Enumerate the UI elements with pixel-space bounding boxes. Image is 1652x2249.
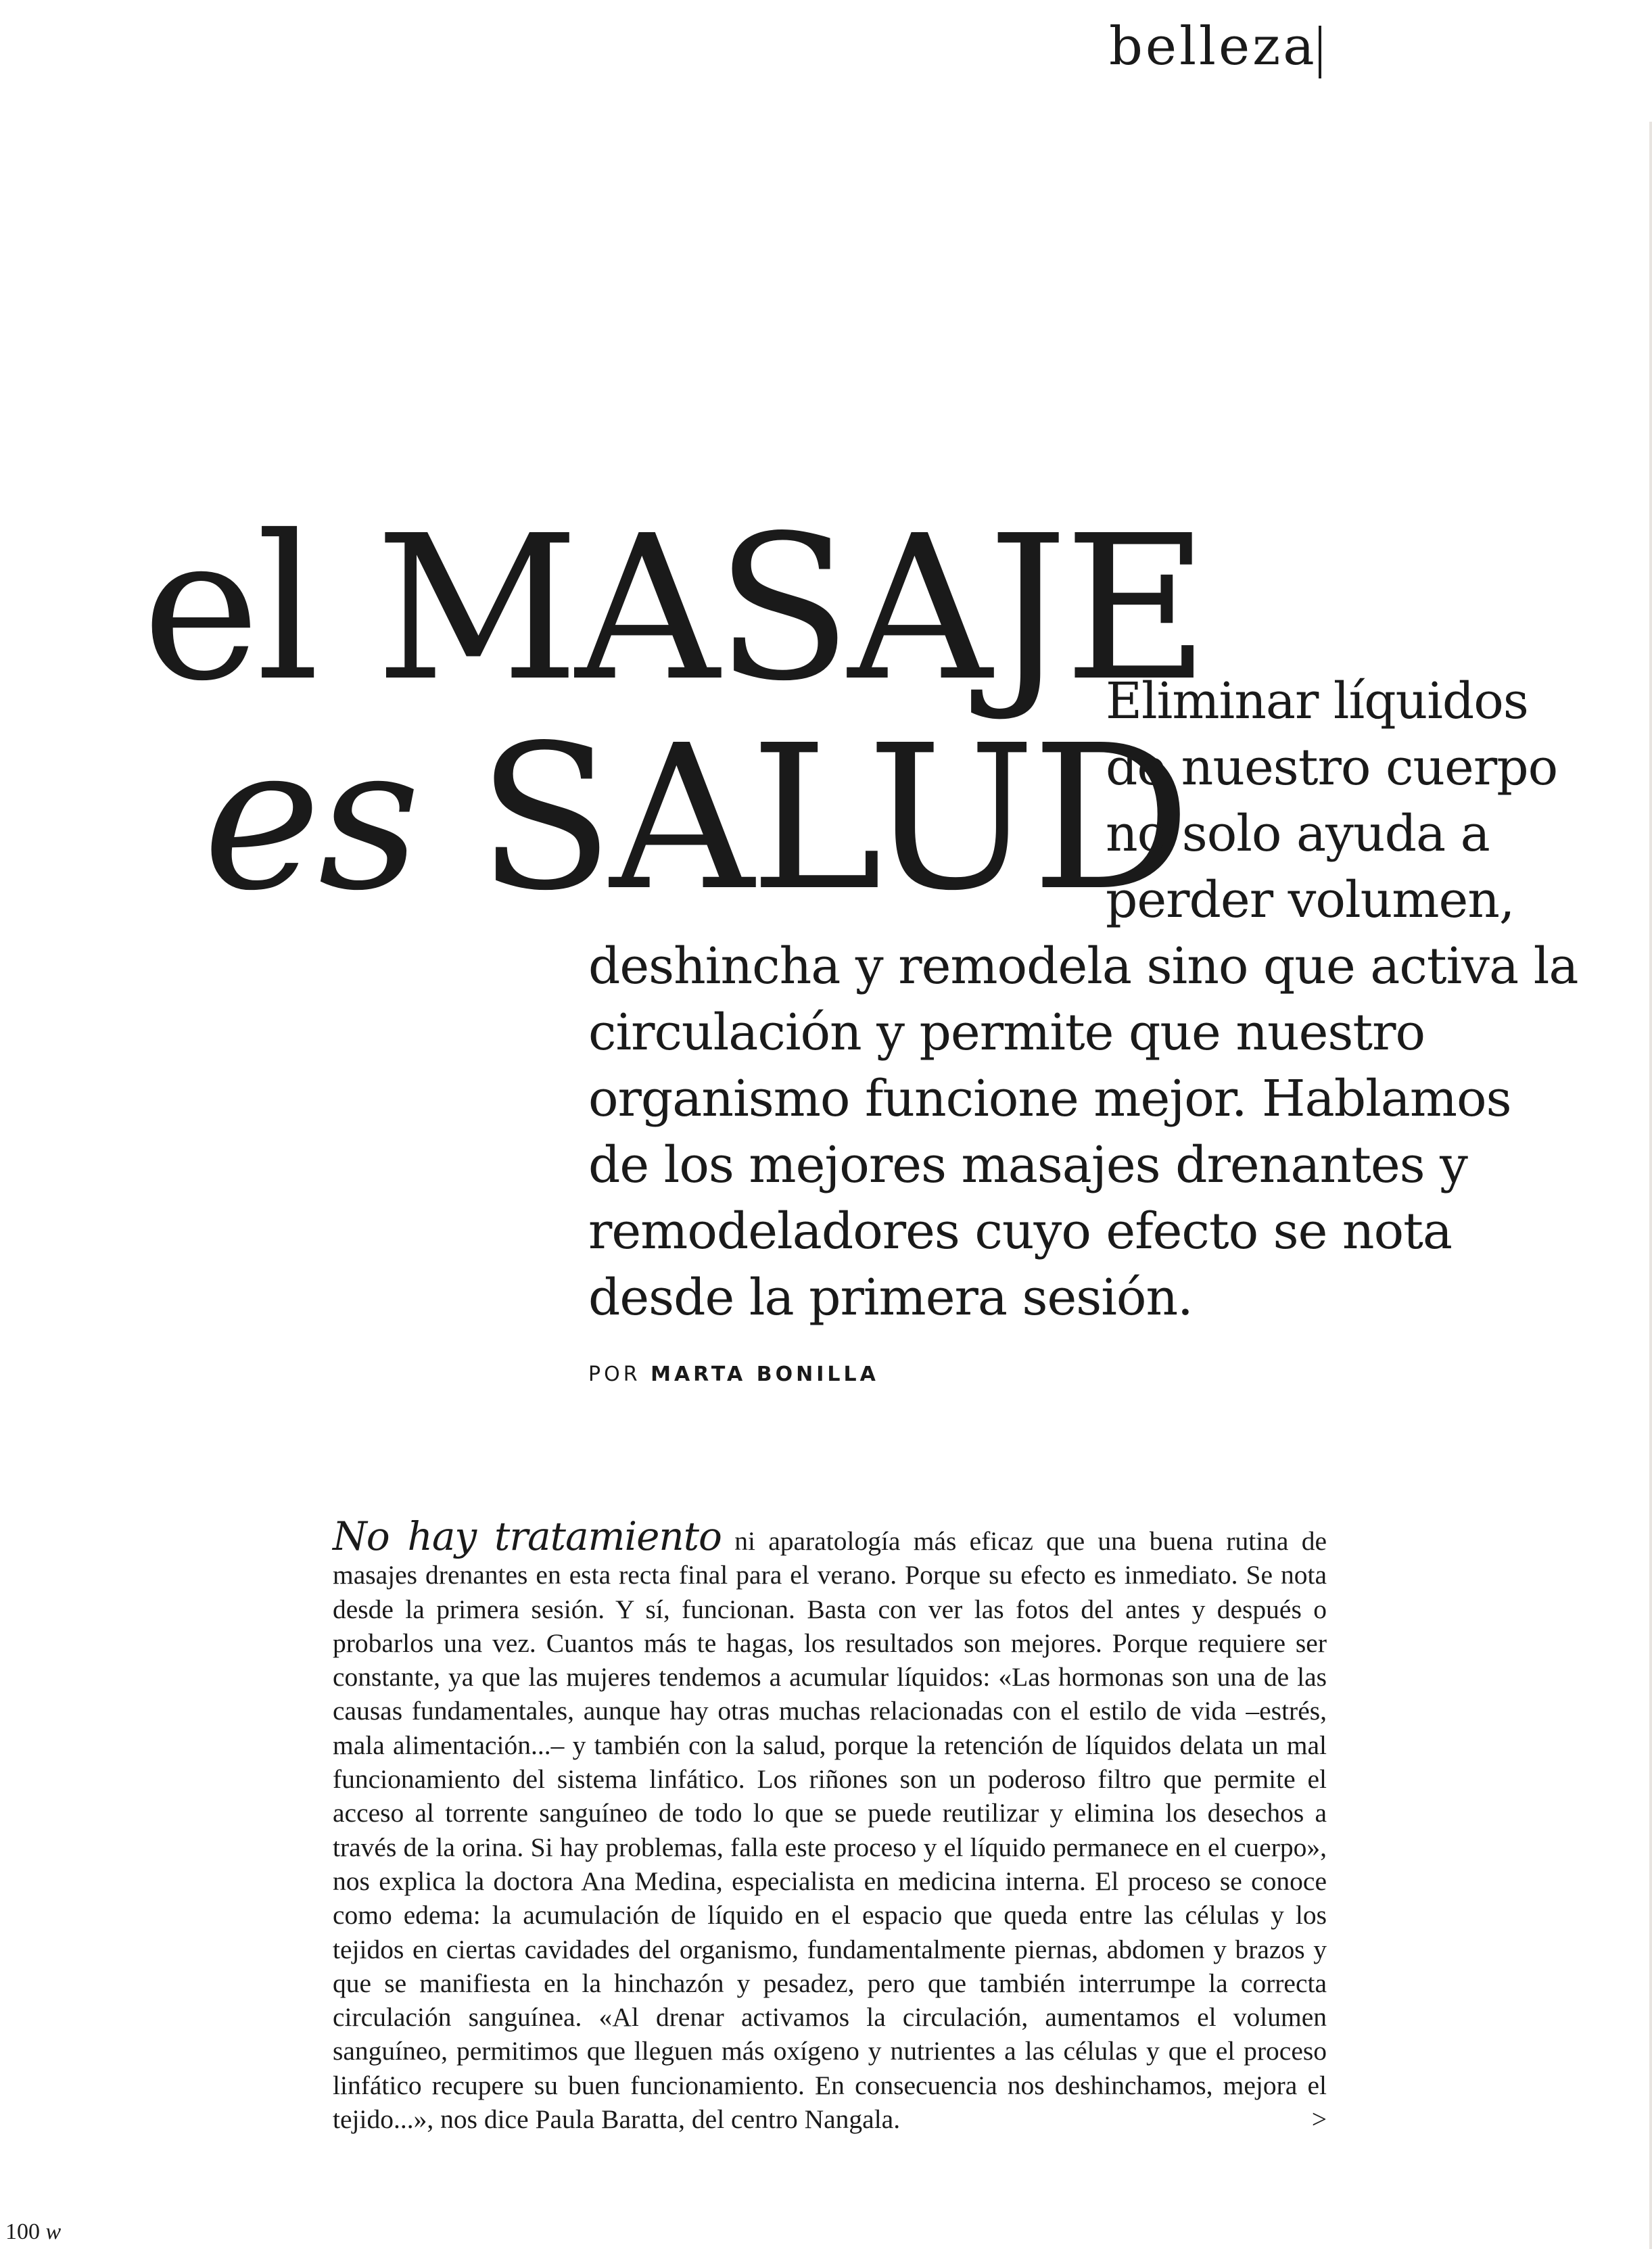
headline	[142, 492, 1206, 934]
deck-line: desde la primera sesión.	[588, 1269, 1193, 1327]
headline-line-2	[142, 702, 1206, 934]
lead-in: No hay tratamiento	[333, 1513, 722, 1559]
section-divider	[1319, 26, 1321, 78]
headline-italic-word: es	[203, 702, 418, 934]
deck-line: Eliminar líquidos	[1106, 672, 1528, 730]
headline-word: SALUD	[417, 702, 1187, 934]
deck-line: deshincha y remodela sino que activa la	[588, 937, 1578, 995]
section-label: belleza	[1109, 16, 1317, 77]
deck-line: de nuestro cuerpo	[1106, 738, 1558, 797]
deck-line: circulación y permite que nuestro	[588, 1003, 1425, 1062]
deck-line: de los mejores masajes drenantes y	[588, 1136, 1467, 1194]
article-body	[333, 1513, 1327, 2136]
magazine-logo: w	[45, 2219, 62, 2244]
page-edge-line	[1649, 122, 1652, 2249]
deck-intro	[1106, 668, 1592, 933]
deck-line: remodeladores cuyo efecto se nota	[588, 1202, 1452, 1260]
deck-line: perder volumen,	[1106, 871, 1515, 929]
deck-continued	[588, 933, 1589, 1331]
body-text: ni aparatología más eficaz que una buena rutina de masajes drenantes en esta recta final para el verano. Porque su efecto es inmediato. Se nota desde la primera sesión. Y sí, funcionan. Basta con ver las fotos del antes y después o probarlos una vez. Cuantos más te hagas, los resultados son mejores. Porque requiere ser constante, ya que las mujeres tendemos a acumular líquidos: «Las hormonas son una de las causas fundamentales, aunque hay otras muchas relacionadas con el estilo de vida –estrés, mala alimentación...– y también con la salud, porque la retención de líquidos delata un mal funcionamiento del sistema linfático. Los riñones son un poderoso filtro que permite el acceso al torrente sanguíneo de todo lo que se puede reutilizar y elimina los desechos a través de la orina. Si hay problemas, falla este proceso y el líquido permanece en el cuerpo», nos explica la doctora Ana Medina, especialista en medicina interna. El proceso se conoce como edema: la acumulación de líquido en el espacio que queda entre las células y los tejidos en ciertas cavidades del organismo, fundamentalmente piernas, abdomen y brazos y que se manifiesta en la hinchazón y pesadez, pero que también interrumpe la correcta circulación sanguínea. «Al drenar activamos la circulación, aumentamos el volumen sanguíneo, permitimos que lleguen más oxígeno y nutrientes a las células y que el proceso linfático recupere su buen funcionamiento. En consecuencia nos deshinchamos, mejora el tejido...», nos dice Paula Baratta, del centro Nangala.	[333, 1526, 1327, 2135]
deck-line: organismo funcione mejor. Hablamos	[588, 1070, 1511, 1128]
byline-author: MARTA BONILLA	[651, 1363, 879, 1386]
page-number: 100	[5, 2219, 46, 2244]
byline	[588, 1363, 879, 1386]
headline-line-1: el MASAJE	[142, 492, 1206, 725]
byline-prefix: POR	[588, 1363, 651, 1386]
page-folio	[5, 2219, 61, 2245]
deck-line: no solo ayuda a	[1106, 805, 1490, 863]
continue-arrow-icon: >	[1311, 2104, 1327, 2135]
